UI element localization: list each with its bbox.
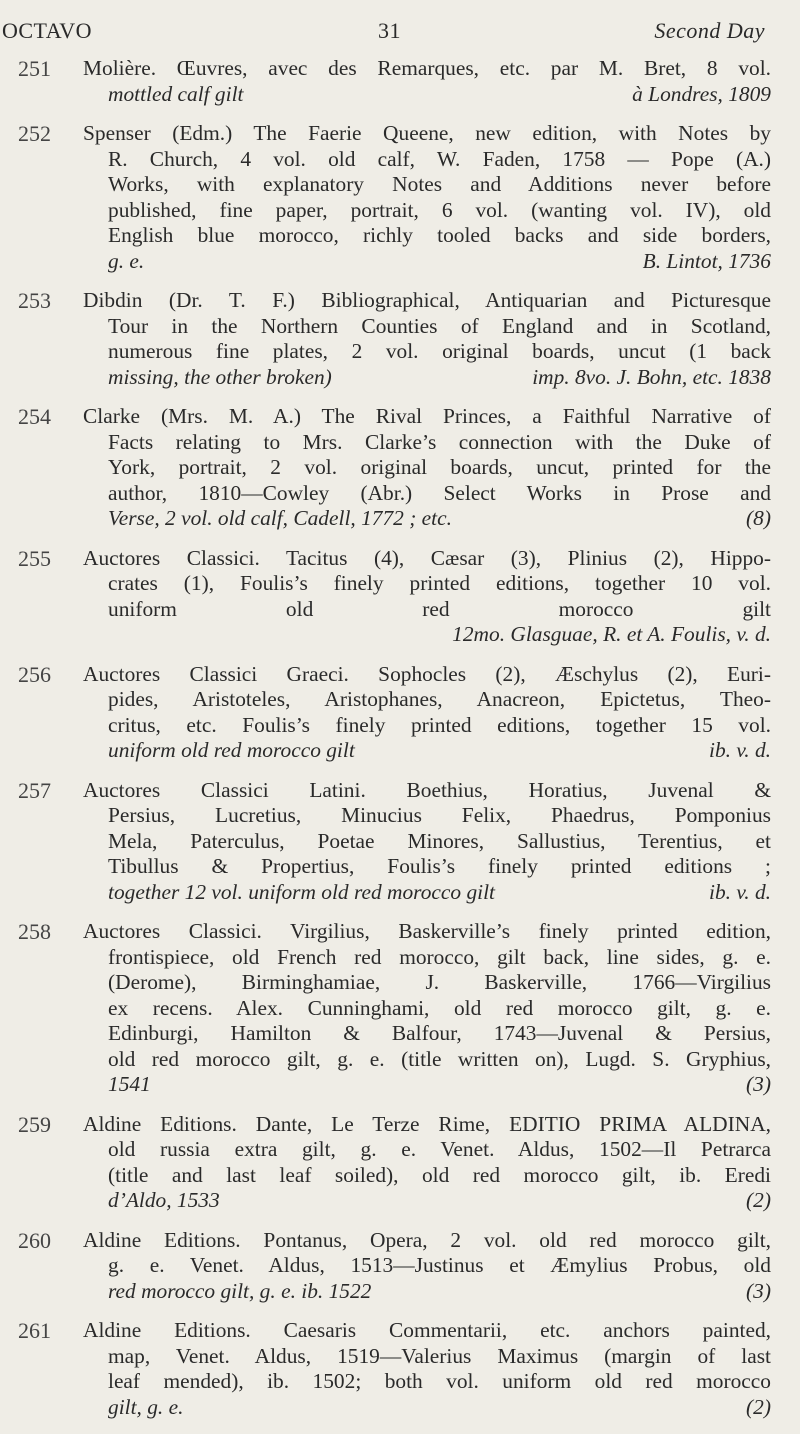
imprint-line bbox=[83, 1279, 771, 1305]
description-line: Auctores Classici. Virgilius, Baskerville’s finely printed edition, bbox=[83, 919, 771, 943]
lot-entry bbox=[0, 1318, 800, 1420]
imprint-detail: imp. 8vo. J. Bohn, etc. 1838 bbox=[532, 364, 771, 389]
lot-description bbox=[83, 121, 771, 274]
lot-number: 255 bbox=[18, 545, 51, 571]
lot-description bbox=[83, 662, 771, 764]
lot-number: 253 bbox=[18, 288, 51, 313]
description-line: critus, etc. Foulis’s finely printed editions, together 15 vol. bbox=[108, 712, 771, 737]
description-line: Auctores Classici Graeci. Sophocles (2), Æschylus (2), Euri- bbox=[83, 661, 771, 686]
imprint-line bbox=[83, 82, 771, 108]
imprint-line bbox=[83, 738, 771, 764]
lot-number: 257 bbox=[18, 777, 51, 803]
binding-note: g. e. bbox=[108, 248, 145, 273]
lot-number: 260 bbox=[18, 1227, 51, 1253]
binding-note: 1541 bbox=[108, 1072, 151, 1096]
lot-entry bbox=[0, 1112, 800, 1214]
imprint-line bbox=[83, 365, 771, 391]
description-line: g. e. Venet. Aldus, 1513—Justinus et Æmylius Probus, old bbox=[108, 1253, 771, 1277]
description-line: Facts relating to Mrs. Clarke’s connection with the Duke of bbox=[108, 429, 771, 454]
description-line: pides, Aristoteles, Aristophanes, Anacreon, Epictetus, Theo- bbox=[108, 687, 771, 711]
imprint-detail: ib. v. d. bbox=[709, 738, 771, 762]
page-number: 31 bbox=[378, 18, 401, 43]
description-line: old russia extra gilt, g. e. Venet. Aldus, 1502—Il Petrarca bbox=[108, 1137, 771, 1161]
description-line: Auctores Classici Latini. Boethius, Horatius, Juvenal & bbox=[83, 777, 771, 802]
lot-entry bbox=[0, 288, 800, 390]
lot-list bbox=[0, 56, 800, 1434]
binding-note: missing, the other broken) bbox=[108, 364, 332, 389]
description-line: (Derome), Birminghamiae, J. Baskerville, 1766—Virgilius bbox=[108, 970, 771, 994]
header-sale-day: Second Day bbox=[654, 18, 765, 43]
imprint-detail: ib. v. d. bbox=[709, 879, 771, 904]
description-line: Aldine Editions. Dante, Le Terze Rime, EDITIO PRIMA ALDINA, bbox=[83, 1111, 771, 1136]
description-line: author, 1810—Cowley (Abr.) Select Works in Prose and bbox=[108, 480, 771, 505]
description-line: Works, with explanatory Notes and Additions never before bbox=[108, 172, 771, 196]
binding-note: red morocco gilt, g. e. ib. 1522 bbox=[108, 1278, 372, 1303]
description-line: Aldine Editions. Pontanus, Opera, 2 vol. old red morocco gilt, bbox=[83, 1227, 771, 1252]
lot-number: 256 bbox=[18, 661, 51, 687]
imprint-line bbox=[83, 249, 771, 275]
lot-number: 251 bbox=[18, 56, 51, 81]
imprint-detail: (3) bbox=[746, 1072, 771, 1096]
description-line: uniform old red morocco gilt bbox=[108, 596, 771, 621]
imprint-detail: (2) bbox=[746, 1188, 771, 1212]
imprint-detail: à Londres, 1809 bbox=[632, 81, 771, 106]
lot-entry bbox=[0, 778, 800, 906]
lot-description bbox=[83, 919, 771, 1098]
lot-description bbox=[83, 1228, 771, 1305]
binding-note: gilt, g. e. bbox=[108, 1394, 184, 1419]
description-line: Tour in the Northern Counties of England and in Scotland, bbox=[108, 313, 771, 338]
description-line: Spenser (Edm.) The Faerie Queene, new edition, with Notes by bbox=[83, 121, 771, 145]
description-line: Tibullus & Propertius, Foulis’s finely printed editions ; bbox=[108, 854, 771, 878]
description-line: Edinburgi, Hamilton & Balfour, 1743—Juvenal & Persius, bbox=[108, 1021, 771, 1045]
lot-entry bbox=[0, 121, 800, 274]
lot-entry bbox=[0, 56, 800, 107]
description-line: York, portrait, 2 vol. original boards, uncut, printed for the bbox=[108, 455, 771, 479]
lot-number: 261 bbox=[18, 1318, 51, 1343]
description-line: Clarke (Mrs. M. A.) The Rival Princes, a Faithful Narrative of bbox=[83, 404, 771, 428]
description-line: crates (1), Foulis’s finely printed editions, together 10 vol. bbox=[108, 571, 771, 595]
description-line: Dibdin (Dr. T. F.) Bibliographical, Antiquarian and Picturesque bbox=[83, 288, 771, 312]
description-line: Persius, Lucretius, Minucius Felix, Phaedrus, Pomponius bbox=[108, 803, 771, 827]
lot-entry bbox=[0, 404, 800, 532]
binding-note: Verse, 2 vol. old calf, Cadell, 1772 ; etc. bbox=[108, 506, 452, 530]
description-line: numerous fine plates, 2 vol. original boards, uncut (1 back bbox=[108, 339, 771, 363]
imprint-detail: (3) bbox=[746, 1278, 771, 1303]
description-line: map, Venet. Aldus, 1519—Valerius Maximus (margin of last bbox=[108, 1343, 771, 1368]
lot-description bbox=[83, 56, 771, 107]
lot-description bbox=[83, 404, 771, 532]
page-header bbox=[0, 16, 800, 46]
binding-note: uniform old red morocco gilt bbox=[108, 738, 355, 762]
imprint-detail: 12mo. Glasguae, R. et A. Foulis, v. d. bbox=[452, 622, 771, 646]
imprint-line bbox=[83, 622, 771, 648]
imprint-line bbox=[83, 1188, 771, 1214]
description-line: frontispiece, old French red morocco, gilt back, line sides, g. e. bbox=[108, 944, 771, 969]
description-line: old red morocco gilt, g. e. (title written on), Lugd. S. Gryphius, bbox=[108, 1046, 771, 1071]
description-line: Auctores Classici. Tacitus (4), Cæsar (3), Plinius (2), Hippo- bbox=[83, 545, 771, 570]
lot-number: 258 bbox=[18, 919, 51, 944]
description-line: English blue morocco, richly tooled backs and side borders, bbox=[108, 223, 771, 247]
imprint-detail: (8) bbox=[746, 506, 771, 530]
description-line: Mela, Paterculus, Poetae Minores, Sallustius, Terentius, et bbox=[108, 828, 771, 853]
lot-description bbox=[83, 1318, 771, 1420]
lot-description bbox=[83, 1112, 771, 1214]
lot-number: 259 bbox=[18, 1111, 51, 1137]
lot-entry bbox=[0, 662, 800, 764]
imprint-line bbox=[83, 506, 771, 532]
lot-number: 252 bbox=[18, 121, 51, 146]
lot-entry bbox=[0, 1228, 800, 1305]
header-format: OCTAVO bbox=[2, 18, 93, 43]
description-line: Molière. Œuvres, avec des Remarques, etc. par M. Bret, 8 vol. bbox=[83, 56, 771, 80]
lot-description bbox=[83, 546, 771, 648]
lot-entry bbox=[0, 919, 800, 1098]
imprint-detail: (2) bbox=[746, 1394, 771, 1419]
description-line: Aldine Editions. Caesaris Commentarii, etc. anchors painted, bbox=[83, 1318, 771, 1342]
binding-note: mottled calf gilt bbox=[108, 81, 244, 106]
imprint-detail: B. Lintot, 1736 bbox=[642, 248, 771, 273]
lot-number: 254 bbox=[18, 404, 51, 429]
description-line: (title and last leaf soiled), old red morocco gilt, ib. Eredi bbox=[108, 1162, 771, 1187]
imprint-line bbox=[83, 1395, 771, 1421]
description-line: published, fine paper, portrait, 6 vol. (wanting vol. IV), old bbox=[108, 197, 771, 222]
description-line: ex recens. Alex. Cunninghami, old red morocco gilt, g. e. bbox=[108, 995, 771, 1020]
description-line: leaf mended), ib. 1502; both vol. uniform old red morocco bbox=[108, 1369, 771, 1393]
imprint-line bbox=[83, 880, 771, 906]
lot-entry bbox=[0, 546, 800, 648]
lot-description bbox=[83, 288, 771, 390]
lot-description bbox=[83, 778, 771, 906]
description-line: R. Church, 4 vol. old calf, W. Faden, 1758 — Pope (A.) bbox=[108, 146, 771, 171]
imprint-line bbox=[83, 1072, 771, 1098]
binding-note: d’Aldo, 1533 bbox=[108, 1188, 220, 1212]
binding-note: together 12 vol. uniform old red morocco gilt bbox=[108, 879, 495, 904]
